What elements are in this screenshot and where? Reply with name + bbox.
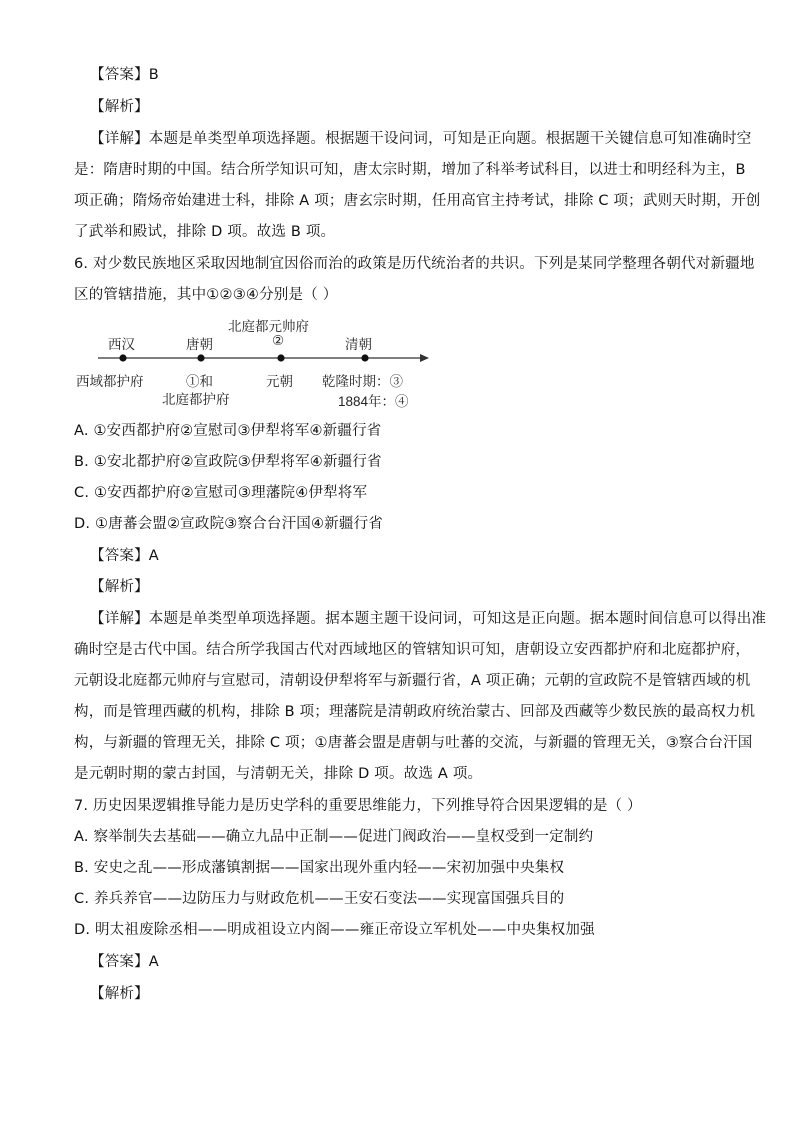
timeline-below-qing-1: 乾隆时期：③ [322,374,403,390]
timeline-below-tang-2: 北庭都护府 [162,392,230,408]
q6-detail-line-5: 构，与新疆的管理无关，排除 C 项；①唐蕃会盟是唐朝与吐蕃的交流，与新疆的管理无关，③察合台汗国 [74,735,753,751]
q5-analysis-title: 【解析】 [90,99,149,115]
q5-answer: 【答案】B [90,67,159,83]
q6-option-d: D. ①唐蕃会盟②宣政院③察合台汗国④新疆行省 [74,516,383,532]
q7-stem: 7. 历史因果逻辑推导能力是历史学科的重要思维能力，下列推导符合因果逻辑的是（ ） [74,798,642,814]
q6-detail-line-4: 构，而是管理西藏的机构，排除 B 项；理藩院是清朝政府统治蒙古、回部及西藏等少数民族的最高权力机 [74,704,756,720]
q6-detail-line-6: 是元朝时期的蒙古封国，与清朝无关，排除 D 项。故选 A 项。 [74,766,483,782]
timeline-below-tang-1: ①和 [186,374,213,390]
timeline-arrow-head [420,354,429,362]
timeline-dot-xihan [119,354,126,361]
timeline-dot-tang [197,354,204,361]
q7-analysis-title: 【解析】 [90,986,149,1002]
q6-detail-line-3: 元朝设北庭都元帅府与宣慰司，清朝设伊犁将军与新疆行省，A 项正确；元朝的宣政院不是管辖西域的机 [74,673,751,689]
q6-analysis-title: 【解析】 [90,579,149,595]
q7-option-c: C. 养兵养官——边防压力与财政危机——王安石变法——实现富国强兵目的 [74,891,565,907]
q7-option-b: B. 安史之乱——形成藩镇割据——国家出现外重内轻——宋初加强中央集权 [74,860,565,876]
timeline-dynasty-qing: 清朝 [345,337,372,353]
q7-answer: 【答案】A [90,954,159,970]
q5-detail-line-4: 了武举和殿试，排除 D 项。故选 B 项。 [74,224,336,240]
timeline-dynasty-xihan: 西汉 [108,337,135,353]
timeline-axis-graphic [0,0,794,420]
q6-stem-line-1: 6. 对少数民族地区采取因地制宜因俗而治的政策是历代统治者的共识。下列是某同学整理各朝代对新疆地 [74,256,755,272]
q6-stem-line-2: 区的管辖措施，其中①②③④分别是（ ） [74,287,338,303]
q5-detail-line-2: 是：隋唐时期的中国。结合所学知识可知，唐太宗时期，增加了科举考试科目，以进士和明经科为主，B [74,162,746,178]
q5-detail-line-3: 项正确；隋炀帝始建进士科，排除 A 项；唐玄宗时期，任用高官主持考试，排除 C 项；武则天时期，开创 [74,193,761,209]
q7-option-a: A. 察举制失去基础——确立九品中正制——促进门阀政治——皇权受到一定制约 [74,829,594,845]
q6-option-c: C. ①安西都护府②宣慰司③理藩院④伊犁将军 [74,485,368,501]
q6-detail-line-1: 【详解】本题是单类型单项选择题。据本题主题干设问词，可知这是正向题。据本题时间信息可以得出准 [90,611,767,627]
timeline-dot-qing [361,354,368,361]
timeline-dynasty-blank-2: ② [272,333,285,349]
timeline-below-qing-2: 1884年：④ [338,394,409,409]
q6-answer: 【答案】A [90,548,159,564]
timeline-dot-yuan [277,354,284,361]
q5-detail-line-1: 【详解】本题是单类型单项选择题。根据题干设问词，可知是正向题。根据题干关键信息可知准确时空 [90,131,752,147]
timeline-below-xihan: 西域都护府 [76,374,144,390]
q6-option-b: B. ①安北都护府②宣政院③伊犁将军④新疆行省 [74,454,382,470]
timeline-below-yuan: 元朝 [266,374,293,390]
timeline-dynasty-tang: 唐朝 [186,337,213,353]
q7-option-d: D. 明太祖废除丞相——明成祖设立内阁——雍正帝设立军机处——中央集权加强 [74,922,595,938]
q6-detail-line-2: 确时空是古代中国。结合所学我国古代对西域地区的管辖知识可知，唐朝设立安西都护府和北庭都护府， [74,642,751,658]
q6-option-a: A. ①安西都护府②宣慰司③伊犁将军④新疆行省 [74,423,382,439]
timeline-top-label: 北庭都元帅府 [228,319,309,335]
